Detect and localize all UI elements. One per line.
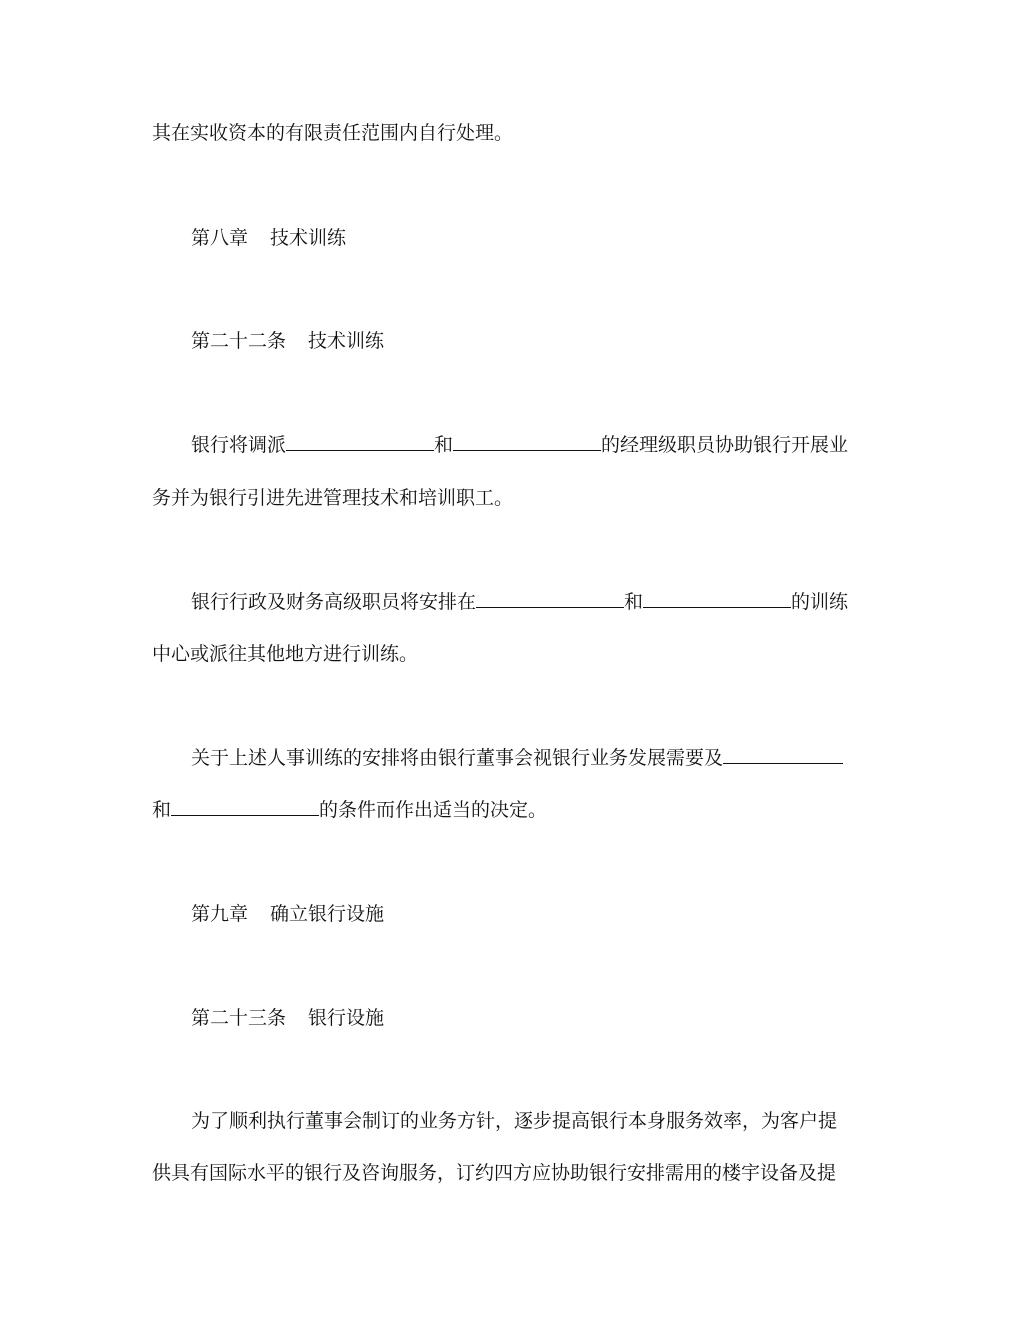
fill-in-blank (171, 798, 319, 816)
text: 和 (152, 799, 172, 821)
fill-in-blank (723, 746, 843, 764)
text: 的条件而作出适当的决定。 (319, 799, 548, 821)
text: 为了顺利执行董事会制订的业务方针，逐步提高银行本身服务效率，为客户提 (191, 1110, 838, 1132)
paragraph-2-line-1 (191, 590, 848, 614)
text: 的经理级职员协助银行开展业 (601, 434, 849, 456)
article-23-heading (191, 1006, 384, 1030)
paragraph-1-line-1 (191, 433, 848, 457)
text: 和 (624, 591, 644, 613)
chapter-9-heading (191, 902, 384, 926)
fill-in-blank (453, 433, 601, 451)
paragraph-3-line-1 (191, 746, 843, 770)
text: 中心或派往其他地方进行训练。 (152, 643, 419, 665)
text: 的训练 (791, 591, 849, 613)
text: 供具有国际水平的银行及咨询服务，订约四方应协助银行安排需用的楼宇设备及提 (152, 1162, 837, 1184)
chapter-number: 第八章 (191, 227, 249, 249)
text: 务并为银行引进先进管理技术和培训职工。 (152, 487, 514, 509)
paragraph-continuation (152, 121, 513, 145)
article-title: 银行设施 (308, 1007, 385, 1029)
fill-in-blank (643, 590, 791, 608)
fill-in-blank (476, 590, 624, 608)
article-22-heading (191, 329, 384, 353)
chapter-number: 第九章 (191, 903, 249, 925)
article-number: 第二十三条 (191, 1007, 287, 1029)
chapter-title: 确立银行设施 (270, 903, 385, 925)
paragraph-3-line-2 (152, 798, 547, 822)
article-title: 技术训练 (308, 330, 385, 352)
paragraph-4-line-1 (191, 1109, 837, 1133)
paragraph-1-line-2 (152, 486, 513, 510)
text: 和 (434, 434, 454, 456)
paragraph-2-line-2 (152, 642, 418, 666)
chapter-title: 技术训练 (270, 227, 347, 249)
text: 银行将调派 (191, 434, 287, 456)
article-number: 第二十二条 (191, 330, 287, 352)
paragraph-4-line-2 (152, 1161, 836, 1185)
chapter-8-heading (191, 226, 346, 250)
text: 其在实收资本的有限责任范围内自行处理。 (152, 122, 514, 144)
fill-in-blank (286, 433, 434, 451)
text: 银行行政及财务高级职员将安排在 (191, 591, 477, 613)
text: 关于上述人事训练的安排将由银行董事会视银行业务发展需要及 (191, 747, 724, 769)
